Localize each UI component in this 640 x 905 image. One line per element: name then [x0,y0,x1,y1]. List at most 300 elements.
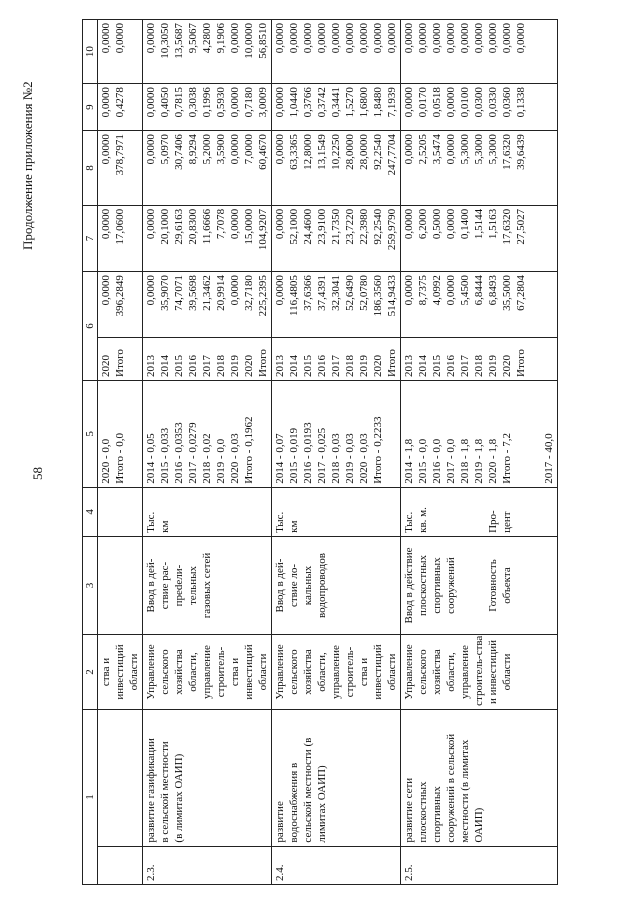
funding-col-7-cell [401,205,558,271]
target-values-line [514,384,528,484]
funding-col-9-line: 0,3038 [187,87,199,118]
funding-col-10-line: 0,0000 [274,23,286,54]
funding-col-10-line: 13,5687 [173,23,185,59]
years-line: 2016 [316,355,328,377]
funding-total-line: 6,8444 [473,275,485,306]
years-line: 2019 [229,355,241,377]
target-values-line: 2015 - 0,019 [288,427,300,484]
target-values-line: 2018 - 1,8 [459,438,471,484]
funding-total-cell [401,272,558,338]
years-line: 2020 [501,355,513,377]
funding-col-9-line: 0,5930 [215,87,227,118]
indicator-line: спортивных [431,557,443,614]
target-values-line: 2019 - 0,03 [344,433,356,484]
funding-total-line: 6,8493 [487,275,499,306]
funding-col-10-line: 0,0000 [372,23,384,54]
funding-col-8-line: 5,0970 [159,134,171,165]
years-line: Итого [114,349,126,377]
funding-total-line: 67,2804 [515,275,527,311]
funding-col-9-line: 1,6800 [358,87,370,118]
funding-col-8-line: 0,0000 [403,134,415,165]
target-values-line: Итого - 0,0 [114,433,126,484]
funding-col-10-line: 0,0000 [473,23,485,54]
indicator-line: Ввод в действие [403,547,415,624]
indicator-cell [272,536,401,634]
target-values-cell [98,381,143,488]
funding-col-7-line: 15,0000 [243,208,255,245]
funding-col-8-line: 0,0000 [274,134,286,165]
funding-total-line: 35,5000 [501,275,513,311]
target-values-line: 2018 - 0,03 [330,433,342,484]
executor-line: области [128,653,140,691]
funding-total-line: 52,0780 [358,275,370,311]
indicator-line [472,540,486,631]
measure-name-line: сооружений в сельской [445,733,457,843]
funding-col-9-line: 0,0000 [145,87,157,118]
funding-col-10-line: 0,0000 [459,23,471,54]
funding-col-8-line: 3,5474 [431,134,443,165]
funding-col-7-line: 0,0000 [100,208,112,240]
target-values-line: 2016 - 0,0193 [302,422,314,484]
executor-line: управление [330,645,342,699]
funding-col-10-line: 0,0000 [145,23,157,54]
funding-col-9-line: 0,3441 [330,87,342,118]
funding-col-9-line: 1,5270 [344,87,356,118]
funding-total-cell [143,272,272,338]
funding-col-9-cell [272,84,401,131]
years-line: 2018 [344,355,356,377]
executor-line: сельского [159,649,171,695]
unit-line: Про- [487,510,499,533]
target-values-line: 2014 - 0,05 [145,433,157,484]
funding-col-8-line: 5,3000 [459,134,471,165]
years-line: 2014 [417,355,429,377]
target-values-line: 2020 - 0,0 [100,438,112,484]
funding-col-8-line: 0,0000 [229,134,241,165]
unit-line: км [288,520,300,533]
target-values-line: Итого - 0,2233 [372,416,384,484]
funding-total-line: 32,3041 [330,275,342,311]
funding-col-8-line: 39,6439 [515,134,527,170]
executor-line: сельского [288,649,300,695]
funding-col-8-line: 247,7704 [386,134,398,176]
executor-cell [401,635,558,710]
funding-col-7-line: 92,2540 [372,208,384,245]
header-col-2: 2 [83,635,98,710]
funding-col-10-line: 10,0000 [243,23,255,59]
funding-col-7-line: 21,7350 [330,208,342,245]
funding-col-8-line: 60,4670 [257,134,269,170]
indicator-line: Готовность [487,559,499,612]
funding-col-7-line: 0,0000 [403,208,415,240]
header-col-8: 8 [83,131,98,206]
funding-col-8-line: 0,0000 [445,134,457,165]
header-col-5: 5 [83,381,98,488]
target-values-line: 2015 - 0,0 [417,438,429,484]
executor-cell [272,635,401,710]
header-col-3: 3 [83,536,98,634]
indicator-line: водопроводов [316,553,328,618]
funding-col-8-line: 17,6320 [501,134,513,170]
target-values-line: Итого - 0,1962 [243,416,255,484]
funding-col-10-line: 0,0000 [515,23,527,54]
unit-line [430,491,444,533]
years-line: 2016 [187,355,199,377]
unit-line: Тыс. [274,511,286,533]
indicator-line: газовых сетей [201,552,213,619]
funding-col-7-line: 1,5144 [473,208,485,240]
header-col-9: 9 [83,84,98,131]
funding-col-10-cell [272,20,401,84]
funding-col-10-line: 0,0000 [417,23,429,54]
funding-col-9-line: 1,0440 [288,87,300,118]
funding-col-8-line: 30,7406 [173,134,185,170]
funding-col-8-line: 5,3000 [487,134,499,165]
funding-total-cell [98,272,143,338]
unit-cell [272,487,401,536]
years-line: 2019 [358,355,370,377]
executor-line: Управление [274,644,286,700]
indicator-line [458,540,472,631]
target-values-line [528,384,542,484]
row-number-cell [98,846,143,884]
years-line: 2020 [100,355,112,377]
funding-col-7-line: 27,5027 [515,208,527,245]
funding-col-10-line: 0,0000 [288,23,300,54]
executor-line: ства и [358,657,370,687]
funding-col-8-line: 13,1549 [316,134,328,170]
unit-cell [98,487,143,536]
target-values-cell [272,381,401,488]
program-table [82,19,558,885]
funding-total-line: 0,0000 [274,275,286,306]
indicator-line: плоскостных [417,554,429,617]
funding-col-10-line: 0,0000 [445,23,457,54]
unit-line: км [159,520,171,533]
unit-cell [143,487,272,536]
funding-col-9-line: 7,1939 [386,87,398,118]
funding-col-10-line: 0,0000 [100,23,112,54]
funding-col-7-line: 23,9100 [316,208,328,245]
executor-line: области, [187,652,199,692]
funding-col-10-line: 9,5067 [187,23,199,54]
funding-col-10-line: 0,0000 [501,23,513,54]
funding-col-7-line: 17,6320 [501,208,513,245]
funding-col-8-line: 0,0000 [145,134,157,165]
table-row [272,20,401,885]
target-values-line: 2020 - 0,03 [358,433,370,484]
executor-line: инвестиций [372,644,384,700]
funding-total-line: 20,9914 [215,275,227,311]
funding-col-8-line: 28,0000 [344,134,356,170]
indicator-line: Ввод в дей- [145,558,157,613]
executor-line: хозяйства [302,649,314,695]
funding-col-9-line: 0,0170 [417,87,429,118]
funding-col-7-line: 52,1000 [288,208,300,245]
row-number-cell: 2.4. [272,846,401,884]
funding-total-line: 514,9433 [386,275,398,317]
table-row [401,20,558,885]
funding-col-10-line: 0,0000 [431,23,443,54]
funding-total-line: 37,4391 [316,275,328,311]
funding-col-7-line: 20,1000 [159,208,171,245]
funding-col-7-line: 0,0000 [445,208,457,240]
funding-col-7-line: 11,6666 [201,208,213,245]
years-line: Итого [515,349,527,377]
measure-name-line: плоскостных [417,781,429,843]
funding-col-9-line: 0,0000 [229,87,241,118]
indicator-line: ствие рас- [159,561,171,610]
target-values-line: 2018 - 0,02 [201,433,213,484]
funding-total-line: 225,2395 [257,275,269,317]
indicator-cell [401,536,558,634]
funding-col-7-cell [143,205,272,271]
years-line: 2020 [243,355,255,377]
unit-line [444,491,458,533]
years-line: 2015 [302,355,314,377]
funding-col-8-line: 0,0000 [100,134,112,165]
years-line: 2017 [330,355,342,377]
funding-col-10-line: 0,0000 [386,23,398,54]
funding-col-10-line: 0,0000 [487,23,499,54]
funding-col-9-line: 0,7815 [173,87,185,118]
executor-line: области [386,653,398,691]
target-values-line: 2020 - 0,03 [229,433,241,484]
funding-col-8-line: 5,3000 [473,134,485,165]
funding-col-7-line: 17,0600 [114,208,126,245]
header-col-7: 7 [83,205,98,271]
executor-line: области [257,653,269,691]
funding-col-10-cell [98,20,143,84]
target-values-line: 2017 - 0,025 [316,427,328,484]
funding-total-line: 32,7180 [243,275,255,311]
years-line: 2013 [403,355,415,377]
target-values-cell [143,381,272,488]
row-number-cell: 2.3. [143,846,272,884]
funding-total-line: 52,6490 [344,275,356,311]
funding-col-7-line: 259,9790 [386,208,398,251]
funding-col-10-line: 0,0000 [316,23,328,54]
funding-total-line: 5,4500 [459,275,471,306]
executor-line: хозяйства [431,649,443,695]
years-cell [98,338,143,381]
funding-col-9-line: 0,0330 [487,87,499,118]
target-values-line: 2019 - 0,0 [215,438,227,484]
funding-total-line: 0,0000 [229,275,241,306]
funding-total-line: 21,3462 [201,275,213,311]
unit-line: кв. м. [417,507,429,533]
indicator-line: объекта [501,567,513,604]
funding-total-line: 0,0000 [145,275,157,306]
funding-col-9-line: 0,0300 [473,87,485,118]
table-row [143,20,272,885]
unit-cell [401,487,558,536]
funding-col-7-line: 24,4600 [302,208,314,245]
funding-col-7-line: 1,5163 [487,208,499,240]
funding-col-7-line: 29,6163 [173,208,185,245]
years-line: 2013 [145,355,157,377]
header-col-1: 1 [83,709,98,884]
executor-line: области [501,653,513,691]
executor-line: ства и [229,657,241,687]
funding-total-line: 8,7375 [417,275,429,306]
funding-total-line: 4,0992 [431,275,443,306]
executor-line: области, [445,652,457,692]
indicator-line: тельных [187,566,199,605]
executor-line: строитель-ства [473,635,485,706]
years-line: 2020 [372,355,384,377]
years-line: 2015 [173,355,185,377]
funding-col-7-line: 0,1400 [459,208,471,240]
years-line: 2019 [487,355,499,377]
funding-total-line: 35,9070 [159,275,171,311]
funding-col-10-line: 0,0000 [302,23,314,54]
target-values-line: 2015 - 0,033 [159,427,171,484]
indicator-line: преdели- [173,564,185,607]
funding-col-10-line: 0,0000 [403,23,415,54]
funding-col-7-line: 0,0000 [145,208,157,240]
years-line: 2018 [473,355,485,377]
years-line: 2013 [274,355,286,377]
years-line: 2017 [459,355,471,377]
funding-col-7-line: 104,9207 [257,208,269,251]
funding-col-10-line: 56,8510 [257,23,269,59]
executor-line: Управление [145,644,157,700]
indicator-line: кальных [302,565,314,606]
indicator-line: Ввод в дей- [274,558,286,613]
funding-col-9-line: 0,4050 [159,87,171,118]
funding-col-8-line: 12,8000 [302,134,314,170]
funding-col-10-line: 0,0000 [358,23,370,54]
funding-col-8-cell [98,131,143,206]
funding-col-9-line: 0,1996 [201,87,213,118]
funding-total-cell [272,272,401,338]
funding-col-9-line: 3,0009 [257,87,269,118]
header-col-6: 6 [83,272,98,381]
unit-line [472,491,486,533]
measure-name-line: развитие сети [403,777,415,843]
years-line: 2017 [201,355,213,377]
funding-total-line: 186,3560 [372,275,384,317]
funding-col-8-line: 3,5900 [215,134,227,165]
funding-col-9-line: 0,0000 [100,87,112,118]
target-values-cell [401,381,558,488]
funding-col-9-line: 0,1338 [515,87,527,118]
funding-col-9-line: 0,0000 [403,87,415,118]
funding-total-line: 39,5698 [187,275,199,311]
years-cell [401,338,558,381]
funding-col-8-line: 378,7971 [114,134,126,176]
funding-col-7-cell [98,205,143,271]
funding-col-10-line: 9,1906 [215,23,227,54]
funding-col-8-cell [272,131,401,206]
target-values-line: Итого - 7,2 [501,433,513,484]
measure-name-line: сельской местности (в [302,737,314,843]
funding-col-7-line: 0,5000 [431,208,443,240]
funding-total-line: 0,0000 [100,275,112,306]
funding-col-8-line: 7,0000 [243,134,255,165]
funding-col-8-cell [401,131,558,206]
years-cell [143,338,272,381]
target-values-line: 2017 - 40,0 [543,433,555,484]
funding-col-7-line: 20,8300 [187,208,199,245]
row-number-cell: 2.5. [401,846,558,884]
executor-line: инвестиций [114,644,126,700]
funding-total-line: 37,6366 [302,275,314,311]
measure-name-cell [143,709,272,846]
years-line: Итого [257,349,269,377]
funding-col-8-line: 28,0000 [358,134,370,170]
header-row [83,20,98,885]
years-line: 2014 [159,355,171,377]
target-values-line: 2014 - 0,07 [274,433,286,484]
funding-col-9-line: 0,0518 [431,87,443,118]
executor-line: управление [201,645,213,699]
funding-total-line: 74,7071 [173,275,185,311]
unit-line: цент [501,511,513,533]
measure-name-line: спортивных [431,786,443,843]
unit-line: Тыс. [145,511,157,533]
header-col-4: 4 [83,487,98,536]
table-row [98,20,143,885]
table-body [98,20,558,885]
unit-line: Тыс. [403,511,415,533]
executor-cell [98,635,143,710]
funding-col-10-cell [143,20,272,84]
measure-name-line: местности (в лимитах [459,739,471,843]
funding-col-10-line: 0,0000 [344,23,356,54]
funding-col-9-line: 0,0000 [445,87,457,118]
measure-name-line: в сельской местности [159,741,171,843]
measure-name-cell [401,709,558,846]
funding-total-line: 0,0000 [403,275,415,306]
funding-col-7-cell [272,205,401,271]
executor-line: сельского [417,649,429,695]
funding-col-10-line: 0,0000 [229,23,241,54]
executor-cell [143,635,272,710]
funding-col-10-line: 4,2800 [201,23,213,54]
target-values-line: 2014 - 1,8 [403,438,415,484]
funding-col-10-line: 0,0000 [114,23,126,54]
funding-col-7-line: 0,0000 [229,208,241,240]
indicator-line: сооружений [445,557,457,614]
measure-name-line: ОАИП) [473,807,485,843]
funding-col-8-line: 5,2000 [201,134,213,165]
funding-col-8-line: 2,5205 [417,134,429,165]
funding-col-9-cell [401,84,558,131]
funding-total-line: 0,0000 [445,275,457,306]
funding-col-8-line: 8,9294 [187,134,199,165]
funding-col-9-line: 0,0000 [274,87,286,118]
target-values-line: 2020 - 1,8 [487,438,499,484]
measure-name-line: водоснабжения в [288,762,300,843]
funding-col-9-line: 0,0100 [459,87,471,118]
executor-line: Управление [403,644,415,700]
indicator-cell [143,536,272,634]
executor-line: ства и [100,657,112,687]
funding-col-10-line: 10,3050 [159,23,171,59]
years-line: 2015 [431,355,443,377]
funding-col-7-line: 0,0000 [274,208,286,240]
target-values-line: 2017 - 0,0279 [187,422,199,484]
funding-col-9-line: 0,3742 [316,87,328,118]
funding-col-8-cell [143,131,272,206]
funding-total-line: 396,2849 [114,275,126,317]
funding-col-8-line: 63,3365 [288,134,300,170]
measure-name-cell [98,709,143,846]
years-line: 2018 [215,355,227,377]
executor-line: управление [459,645,471,699]
